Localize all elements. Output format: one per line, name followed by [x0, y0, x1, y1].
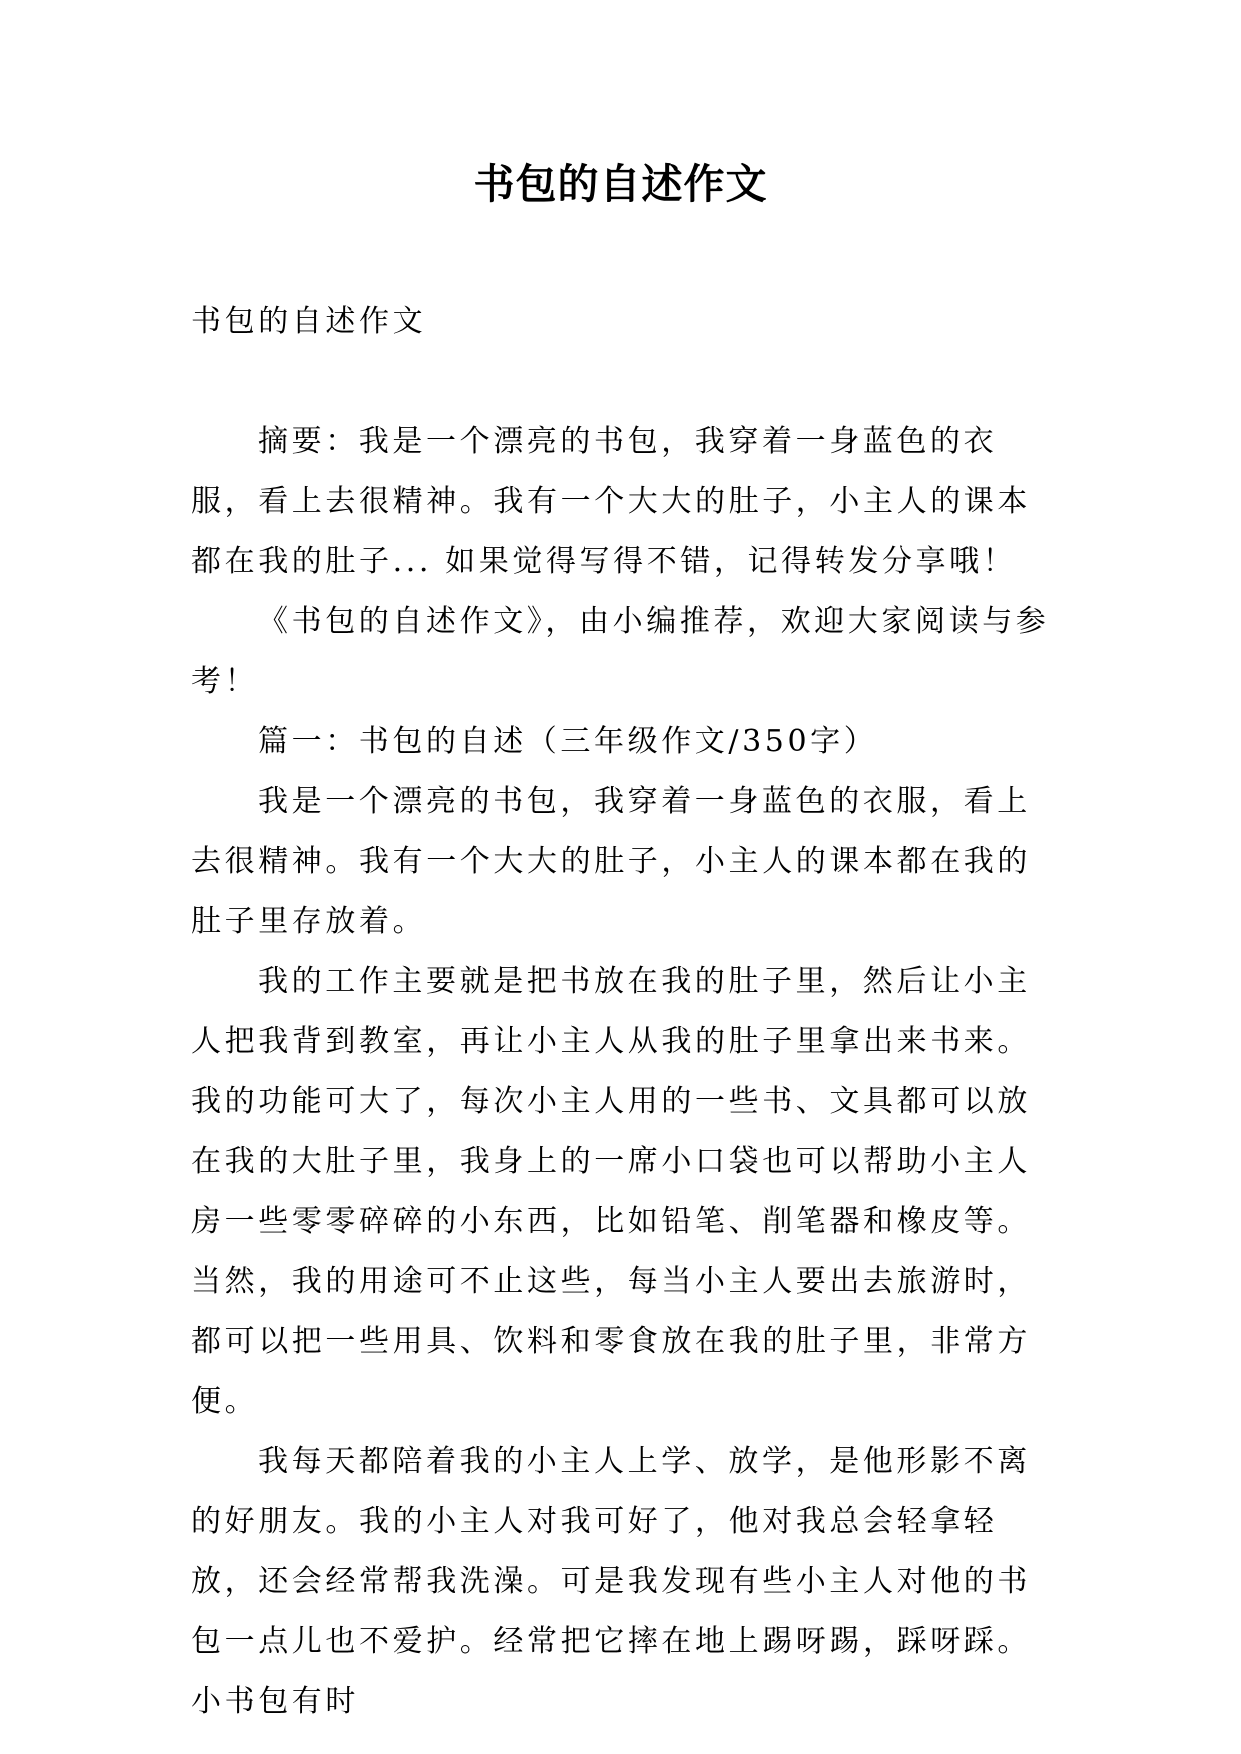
document-subtitle: 书包的自述作文 [191, 304, 427, 339]
body-paragraph: 我的工作主要就是把书放在我的肚子里，然后让小主人把我背到教室，再让小主人从我的肚子里拿出来书来。我的功能可大了，每次小主人用的一些书、文具都可以放在我的大肚子里，我身上的一席小口袋也可以帮助小主人房一些零零碎碎的小东西，比如铅笔、削笔器和橡皮等。当然，我的用途可不止这些，每当小主人要出去旅游时，都可以把一些用具、饮料和零食放在我的肚子里，非常方便。 [191, 964, 1031, 1419]
document-body [191, 292, 1055, 1732]
section-heading: 篇一：书包的自述（三年级作文/350字） [258, 724, 878, 759]
body-paragraph: 我是一个漂亮的书包，我穿着一身蓝色的衣服，看上去很精神。我有一个大大的肚子，小主人的课本都在我的肚子里存放着。 [191, 784, 1031, 939]
document-title: 书包的自述作文 [473, 160, 768, 208]
body-paragraph: 我每天都陪着我的小主人上学、放学，是他形影不离的好朋友。我的小主人对我可好了，他对我总会轻拿轻放，还会经常帮我洗澡。可是我发现有些小主人对他的书包一点儿也不爱护。经常把它摔在地上踢呀踢，踩呀踩。小书包有时 [191, 1444, 1031, 1719]
abstract-paragraph: 摘要：我是一个漂亮的书包，我穿着一身蓝色的衣服，看上去很精神。我有一个大大的肚子，小主人的课本都在我的肚子... 如果觉得写得不错，记得转发分享哦！ [191, 424, 1031, 579]
intro-paragraph: 《书包的自述作文》，由小编推荐，欢迎大家阅读与参考！ [191, 604, 1050, 699]
